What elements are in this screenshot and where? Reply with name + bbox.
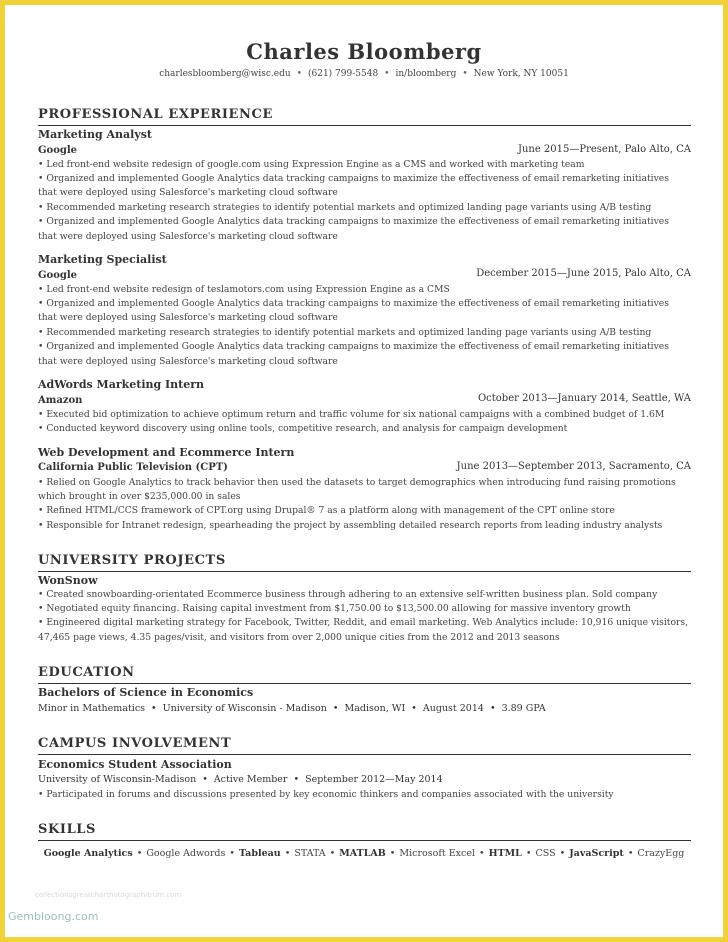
job-dates: October 2013—January 2014, Seattle, WA xyxy=(477,393,691,404)
skill-item: Microsoft Excel xyxy=(399,848,475,859)
job-bullet: • Executed bid optimization to achieve optimum return and traffic volume for six national campaigns with a combined budget of 1.6M xyxy=(38,409,665,420)
company-name: Google xyxy=(38,145,78,156)
contact-line: charlesbloomberg@wisc.edu • (621) 799-5548 • in/bloomberg • New York, NY 10051 xyxy=(159,69,569,79)
job-bullet: • Organized and implemented Google Analytics data tracking campaigns to maximize the effectiveness of email remarketing initiatives xyxy=(38,216,669,227)
job-bullet: • Relied on Google Analytics to track behavior then used the datasets to target demographics when introducing fund raising promotions xyxy=(38,477,676,488)
watermark-text: Gembloong.com xyxy=(8,910,99,923)
section-title-experience: PROFESSIONAL EXPERIENCE xyxy=(38,107,273,122)
job-bullet: that were deployed using Salesforce's marketing cloud software xyxy=(38,187,338,198)
skill-item: Google Analytics xyxy=(43,848,133,859)
job-dates: June 2015—Present, Palo Alto, CA xyxy=(517,144,691,155)
organization-name: Economics Student Association xyxy=(38,758,232,771)
job-bullet: which brought in over $235,000.00 in sales xyxy=(38,491,241,502)
job-bullet: • Organized and implemented Google Analytics data tracking campaigns to maximize the effectiveness of email remarketing initiatives xyxy=(38,298,669,309)
campus-details: University of Wisconsin-Madison • Active Member • September 2012—May 2014 xyxy=(38,774,443,785)
skill-item: CSS xyxy=(535,848,556,859)
section-title-projects: UNIVERSITY PROJECTS xyxy=(38,553,226,568)
job-bullet: • Recommended marketing research strategies to identify potential markets and optimized landing page variants using A/B testing xyxy=(38,327,652,338)
skills-list: Google Analytics • Google Adwords • Tableau • STATA • MATLAB • Microsoft Excel • HTML • CSS • JavaScript • CrazyEgg xyxy=(43,848,685,859)
skill-item: STATA xyxy=(294,848,326,859)
project-bullet: • Negotiated equity financing. Raising capital investment from $1,750.00 to $13,500.00 allowing for massive inventory growth xyxy=(38,603,631,614)
education-details: Minor in Mathematics • University of Wisconsin - Madison • Madison, WI • August 2014 • 3.89 GPA xyxy=(38,703,546,714)
resume-page xyxy=(5,5,723,937)
job-bullet: that were deployed using Salesforce's marketing cloud software xyxy=(38,231,338,242)
section-title-education: EDUCATION xyxy=(38,665,135,680)
project-bullet: 47,465 page views, 4.35 pages/visit, and visitors from over 2,000 unique cities from the 2012 and 2013 seasons xyxy=(38,632,560,643)
section-divider xyxy=(38,840,691,841)
project-bullet: • Engineered digital marketing strategy for Facebook, Twitter, Reddit, and email marketing. Web Analytics include: 10,916 unique visitors, xyxy=(38,617,689,628)
section-divider xyxy=(38,754,691,755)
section-title-campus: CAMPUS INVOLVEMENT xyxy=(38,736,232,751)
email-link[interactable]: charlesbloomberg@wisc.edu xyxy=(159,69,291,79)
job-bullet: that were deployed using Salesforce's marketing cloud software xyxy=(38,356,338,367)
project-name: WonSnow xyxy=(38,574,98,587)
job-bullet: • Responsible for Intranet redesign, spearheading the project by assembling detailed research reports from leading industry analysts xyxy=(38,520,663,531)
section-divider xyxy=(38,683,691,684)
skill-item: CrazyEgg xyxy=(637,848,685,859)
watermark-url: collectionsgreatcharthotographitrum.com xyxy=(35,891,182,899)
section-divider xyxy=(38,125,691,126)
company-name: Google xyxy=(38,270,78,281)
skill-item: HTML xyxy=(488,848,522,859)
section-divider xyxy=(38,571,691,572)
job-bullet: that were deployed using Salesforce's marketing cloud software xyxy=(38,312,338,323)
job-bullet: • Led front-end website redesign of google.com using Expression Engine as a CMS and worked with marketing team xyxy=(38,159,585,170)
linkedin-link[interactable]: in/bloomberg xyxy=(395,69,457,79)
job-title: Web Development and Ecommerce Intern xyxy=(38,446,295,459)
company-name: California Public Television (CPT) xyxy=(38,462,228,473)
job-dates: June 2013—September 2013, Sacramento, CA xyxy=(456,461,691,472)
job-title: Marketing Specialist xyxy=(38,253,167,266)
location: New York, NY 10051 xyxy=(473,69,569,79)
candidate-name: Charles Bloomberg xyxy=(246,39,482,64)
job-bullet: • Led front-end website redesign of teslamotors.com using Expression Engine as a CMS xyxy=(38,284,450,295)
skill-item: Google Adwords xyxy=(146,848,226,859)
company-name: Amazon xyxy=(38,395,83,406)
skill-item: MATLAB xyxy=(339,848,386,859)
section-title-skills: SKILLS xyxy=(38,822,97,837)
job-title: Marketing Analyst xyxy=(38,128,153,141)
job-bullet: • Recommended marketing research strategies to identify potential markets and optimized landing page variants using A/B testing xyxy=(38,202,652,213)
job-bullet: • Refined HTML/CCS framework of CPT.org using Drupal® 7 as a platform along with management of the CPT online store xyxy=(38,505,615,516)
job-bullet: • Conducted keyword discovery using online tools, competitive research, and analysis for campaign development xyxy=(38,423,568,434)
degree: Bachelors of Science in Economics xyxy=(38,686,254,699)
skill-item: Tableau xyxy=(239,848,281,859)
job-title: AdWords Marketing Intern xyxy=(38,378,205,391)
phone-number: (621) 799-5548 xyxy=(307,69,379,79)
job-dates: December 2015—June 2015, Palo Alto, CA xyxy=(476,268,691,279)
skill-item: JavaScript xyxy=(569,848,624,859)
campus-bullet: • Participated in forums and discussions presented by key economic thinkers and companies associated with the university xyxy=(38,789,614,800)
job-bullet: • Organized and implemented Google Analytics data tracking campaigns to maximize the effectiveness of email remarketing initiatives xyxy=(38,341,669,352)
project-bullet: • Created snowboarding-orientated Ecommerce business through adhering to an extensive self-written business plan. Sold company xyxy=(38,589,658,600)
job-bullet: • Organized and implemented Google Analytics data tracking campaigns to maximize the effectiveness of email remarketing initiatives xyxy=(38,173,669,184)
